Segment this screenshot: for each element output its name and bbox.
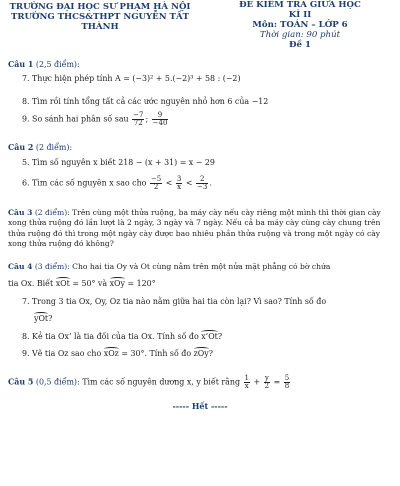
item-text: = 30°. Tính số đo	[118, 349, 194, 358]
fraction-numerator: 9	[152, 112, 169, 120]
fraction-denominator: 2	[153, 183, 159, 191]
question-1-points: (2,5 điểm):	[33, 60, 80, 69]
item-number: 7.	[22, 297, 30, 306]
period: .	[209, 178, 212, 188]
fraction	[176, 176, 182, 191]
exam-title-line1: ĐỀ KIỂM TRA GIỮA HỌC	[239, 0, 361, 10]
end-of-exam: ----- Hết -----	[172, 401, 228, 411]
item-number: 9.	[22, 114, 30, 124]
given-text: = 50° và	[69, 279, 110, 288]
exam-duration: Thời gian: 90 phút	[259, 30, 341, 40]
question-4-item-7-cont	[34, 314, 52, 323]
item-text: So sánh hai phân số sau	[32, 114, 129, 124]
fraction-numerator: −5	[150, 175, 162, 183]
question-1-label: Câu 1	[8, 60, 34, 69]
item-text: Tìm số nguyên x biết	[32, 158, 116, 167]
question-2-label: Câu 2	[8, 143, 34, 152]
less-than: <	[185, 178, 193, 188]
item-text: Tìm các số nguyên x sao cho	[32, 178, 147, 188]
question-4-given	[8, 279, 156, 288]
fraction-denominator: −40	[152, 119, 168, 127]
question-4-item-9	[22, 349, 213, 358]
angle-xoz: xOz	[103, 349, 119, 358]
item-number: 5.	[22, 158, 30, 167]
math-expression: 218 − (x + 31) = x − 29	[118, 158, 215, 167]
exam-code: Đề 1	[289, 40, 311, 50]
question-2-item-5	[22, 158, 215, 167]
angle-xoy: xOy	[109, 279, 125, 288]
exam-subject: Môn: TOÁN – LỚP 6	[252, 20, 348, 30]
fraction	[152, 112, 169, 127]
question-1-heading	[8, 60, 80, 69]
angle-zoy: zOy	[193, 349, 209, 358]
fraction-numerator: y	[264, 374, 269, 382]
given-text: tia Ox. Biết	[8, 279, 54, 288]
math-expression: A = (−3)² + 5.(−2)³ + 58 : (−2)	[115, 74, 241, 83]
fraction-numerator: 1	[244, 374, 249, 382]
item-text: Kẻ tia Ox’ là tia đối của tia Ox. Tính số đo	[32, 332, 199, 341]
fraction-numerator: 5	[284, 374, 290, 382]
fraction-denominator: −3	[197, 183, 208, 191]
less-than: <	[165, 178, 173, 188]
item-number: 6.	[22, 178, 30, 188]
separator: ;	[145, 114, 149, 124]
question-mark: ?	[208, 349, 213, 358]
question-2-points: (2 điểm):	[33, 143, 73, 152]
question-2-item-6	[22, 176, 212, 191]
given-text: = 120°	[125, 279, 156, 288]
fraction-denominator: x	[177, 183, 182, 191]
exam-header	[205, 0, 395, 50]
angle-x-prime-ot: x’Ot	[201, 332, 218, 341]
item-number: 9.	[22, 349, 30, 358]
question-1-item-8	[22, 97, 268, 106]
fraction-denominator: 72	[133, 119, 143, 127]
fraction-numerator: 2	[196, 176, 208, 184]
school-name-line2: TRƯỜNG THCS&THPT NGUYỄN TẤT	[10, 12, 190, 22]
plus-sign: +	[253, 377, 261, 387]
fraction	[244, 375, 250, 390]
question-mark: ?	[217, 332, 223, 341]
question-2-heading	[8, 143, 72, 152]
fraction	[196, 176, 208, 191]
question-4-text: Cho hai tia Oy và Ot cùng nằm trên một nửa mặt phẳng có bờ chứa	[72, 262, 331, 271]
school-name-line1: TRƯỜNG ĐẠI HỌC SƯ PHẠM HÀ NỘI	[9, 2, 191, 12]
question-5-label: Câu 5	[8, 377, 34, 387]
item-text: Trong 3 tia Ox, Oy, Oz tia nào nằm giữa hai tia còn lại? Vì sao? Tính số đo	[32, 297, 327, 306]
fraction	[150, 176, 162, 191]
fraction-denominator: x	[244, 382, 249, 390]
question-5	[8, 375, 291, 390]
fraction-denominator: 8	[284, 382, 290, 390]
item-number: 8.	[22, 332, 30, 341]
item-number: 8.	[22, 97, 30, 106]
question-mark: ?	[48, 314, 53, 323]
question-4-label: Câu 4	[8, 262, 33, 271]
item-text: Tìm rồi tính tổng tất cả các ước nguyên nhỏ hơn 6 của −12	[32, 97, 269, 106]
exam-title-line2: KÌ II	[288, 10, 312, 20]
question-4-item-7	[22, 297, 326, 306]
fraction	[264, 375, 270, 390]
school-name-line3: THÀNH	[81, 22, 119, 32]
question-5-text: Tìm các số nguyên dương x, y biết rằng	[82, 377, 241, 387]
item-text: Thực hiện phép tính	[32, 74, 113, 83]
equals-sign: =	[273, 377, 281, 387]
question-4-points: (3 điểm):	[32, 262, 73, 271]
fraction-numerator: −7	[133, 111, 144, 119]
fraction-numerator: 3	[176, 175, 182, 183]
question-3-text: Trên cùng một thửa ruộng, ba máy cày nếu cày riêng một mình thì thời gian cày xong thửa ruộng đó lần lượt là 2 ngày, 3 ngày và 7 ngày. Nếu cả ba máy cày cùng cày chung trên thửa ruộng đó thì trong một ngày cày được bao nhiêu phần thửa ruộng và trong một ngày có cày xong thửa ruộng đó không?	[8, 208, 381, 249]
fraction-denominator: 2	[264, 382, 270, 390]
item-text: Vẽ tia Oz sao cho	[32, 349, 102, 358]
angle-yot: yOt	[34, 314, 49, 323]
angle-xot: xOt	[55, 279, 70, 288]
question-3	[8, 208, 392, 250]
school-header	[0, 2, 200, 32]
item-number: 7.	[22, 74, 30, 83]
question-1-item-7	[22, 74, 241, 83]
question-4-item-8	[22, 332, 222, 341]
fraction	[132, 112, 144, 127]
fraction	[284, 375, 290, 390]
question-4-intro	[8, 262, 392, 272]
question-5-points: (0,5 điểm):	[33, 377, 83, 387]
question-3-label: Câu 3	[8, 208, 33, 217]
question-3-points: (2 điểm):	[32, 208, 73, 217]
question-1-item-9	[22, 112, 169, 127]
